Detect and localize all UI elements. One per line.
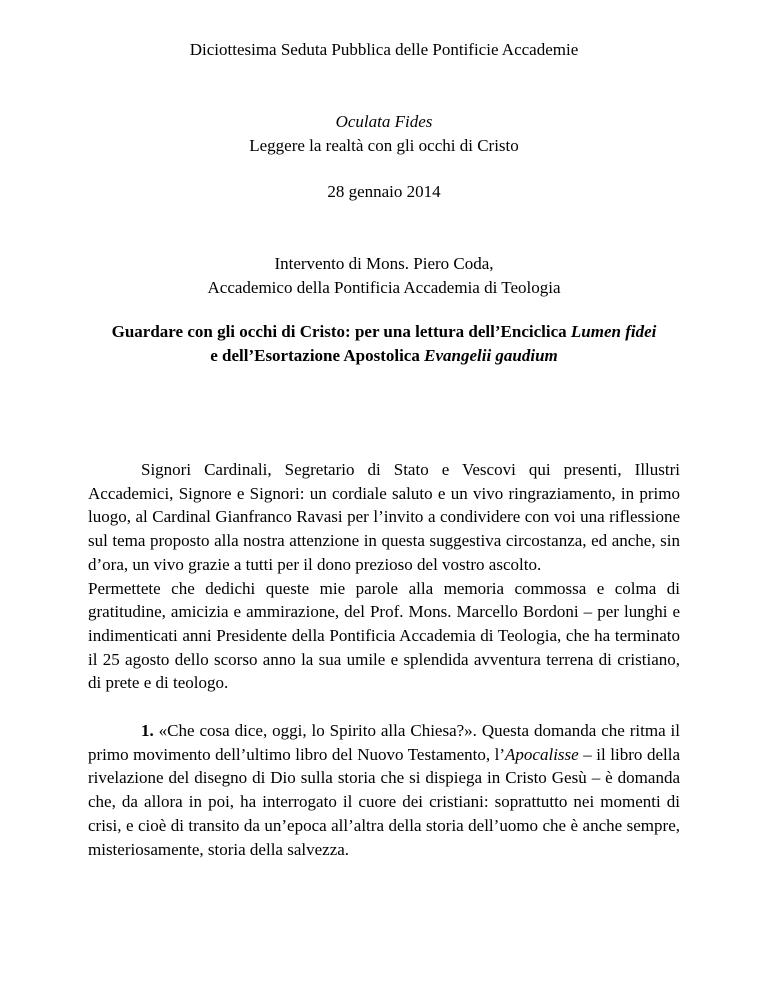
paragraph-section-1 [88,719,680,861]
section-1-text-a: «Che cosa dice, oggi, lo Spirito alla Chiesa?». Questa domanda che ritma il primo movimento dell’ultimo libro del Nuovo Testamento, l’ [88,721,680,764]
paragraph-dedication: Permettete che dedichi queste mie parole alla memoria commossa e colma di gratitudine, amicizia e ammirazione, del Prof. Mons. Marcello Bordoni – per lunghi e indimenticati anni Presidente della Pontificia Accademia di Teologia, che ha terminato il 25 agosto dello scorso anno la sua umile e splendida avventura terrena di cristiano, di prete e di teologo. [88,578,680,693]
talk-title-line-1 [88,320,680,344]
paragraph-greeting: Signori Cardinali, Segretario di Stato e Vescovi qui presenti, Illustri Accademici, Signore e Signori: un cordiale saluto e un vivo ringraziamento, in primo luogo, al Cardinal Gianfranco Ravasi per l’invito a condividere con voi una riflessione sul tema proposto alla nostra attenzione in questa suggestiva circostanza, ed anche, sin d’ora, un vivo grazie a tutti per il dono prezioso del vostro ascolto. [88,460,680,574]
event-date: 28 gennaio 2014 [327,182,441,201]
speaker-name: Intervento di Mons. Piero Coda, [274,254,494,273]
motto-text: Oculata Fides [335,112,433,131]
talk-title [88,320,680,368]
talk-title-text-1: Guardare con gli occhi di Cristo: per una lettura dell’Enciclica [111,322,571,341]
event-heading: Diciottesima Seduta Pubblica delle Pontificie Accademie [189,40,579,59]
section-number: 1. [141,721,154,741]
body-text [88,458,680,861]
speaker-affiliation: Accademico della Pontificia Accademia di Teologia [207,278,561,297]
speaker-block [88,252,680,300]
event-subtitle: Leggere la realtà con gli occhi di Cristo [249,136,519,155]
section-1-italic: Apocalisse [505,744,579,764]
talk-title-italic-1: Lumen fidei [570,322,657,341]
talk-title-line-2 [88,344,680,368]
motto-block [88,110,680,158]
motto [88,110,680,134]
section-1-text-b: – il libro della rivelazione del disegno di Dio sulla storia che si dispiega in Cristo Gesù – è domanda che, da allora in poi, ha interrogato il cuore dei cristiani: soprattutto nei momenti di crisi, e cioè di transito da un’epoca all’altra della storia dell’uomo che è anche sempre, misteriosamente, storia della salvezza. [88,744,680,859]
talk-title-text-2: e dell’Esortazione Apostolica [210,346,425,365]
talk-title-italic-2: Evangelii gaudium [424,346,558,365]
